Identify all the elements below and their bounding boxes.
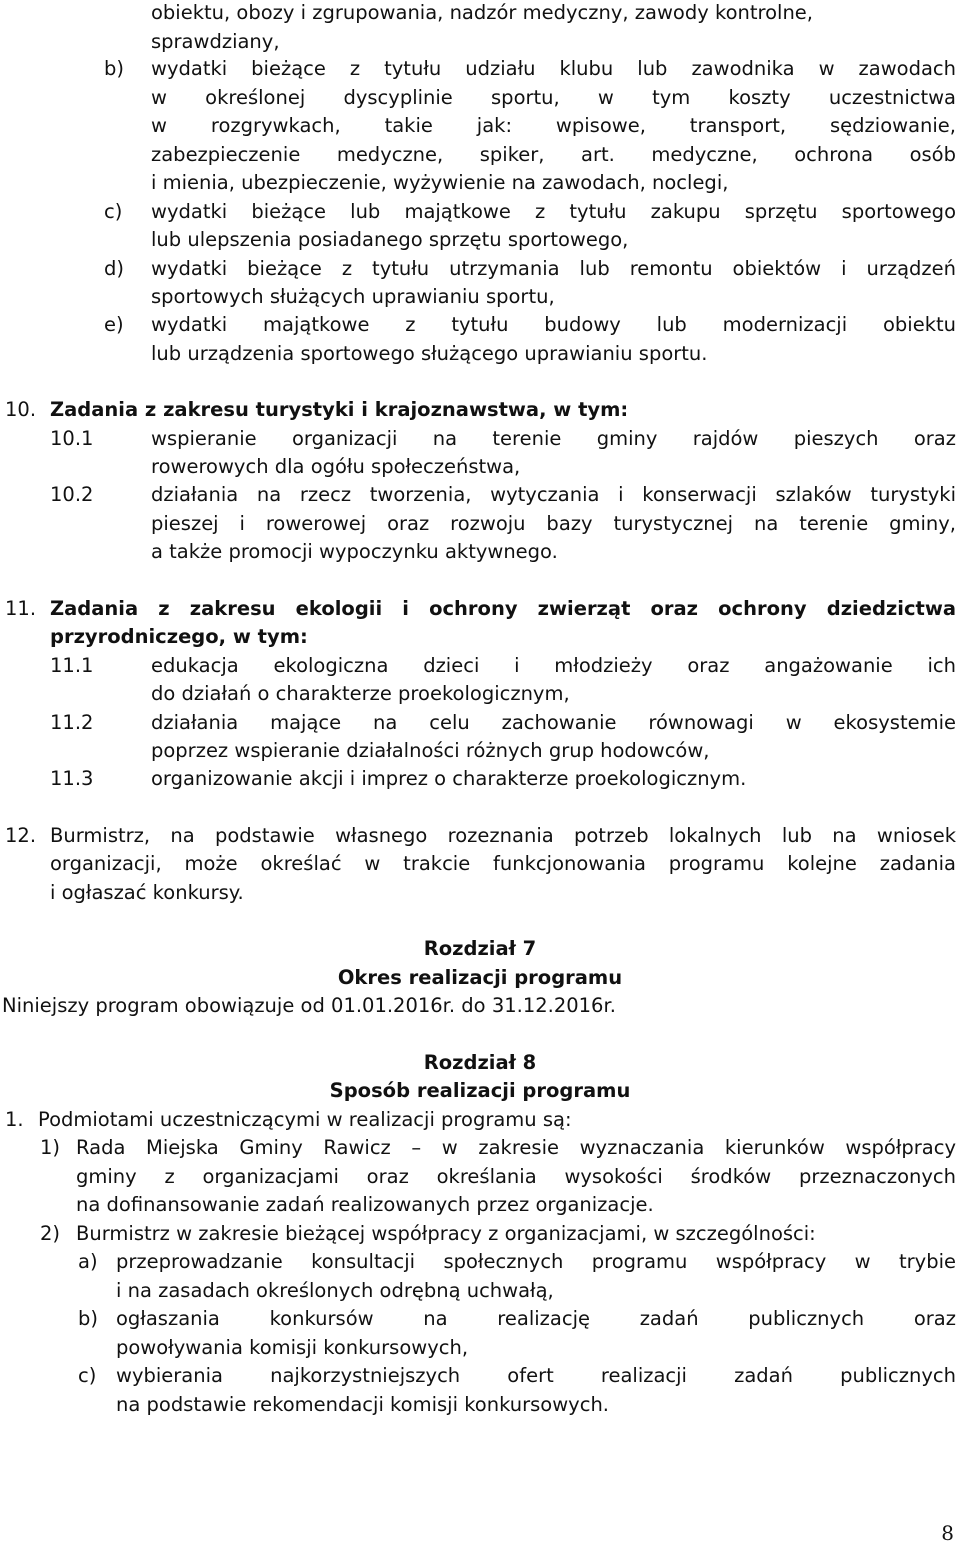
text-line: wspieranie organizacji na terenie gminy rajdów pieszych oraz	[151, 427, 956, 450]
text-line: edukacja ekologiczna dzieci i młodzieży oraz angażowanie ich	[151, 654, 956, 677]
text-line: i ogłaszać konkursy.	[50, 881, 244, 904]
text-line: lub urządzenia sportowego służącego uprawianiu sportu.	[151, 342, 708, 365]
page-number: 8	[941, 1521, 954, 1545]
section-heading: przyrodniczego, w tym:	[50, 625, 308, 648]
text-line: wydatki majątkowe z tytułu budowy lub modernizacji obiektu	[151, 313, 956, 336]
section-number: 11.	[5, 597, 37, 620]
item-number: 11.1	[50, 654, 94, 677]
text-line: gminy z organizacjami oraz określania wysokości środków przeznaczonych	[76, 1165, 956, 1188]
text-line: wydatki bieżące lub majątkowe z tytułu zakupu sprzętu sportowego	[151, 200, 956, 223]
text-line: powoływania komisji konkursowych,	[116, 1336, 469, 1359]
list-marker: 1.	[5, 1108, 24, 1131]
text-line: w określonej dyscyplinie sportu, w tym koszty uczestnictwa	[151, 86, 956, 109]
chapter-subtitle: Okres realizacji programu	[337, 966, 623, 989]
list-marker: c)	[78, 1364, 97, 1387]
item-number: 11.2	[50, 711, 94, 734]
text-line: Niniejszy program obowiązuje od 01.01.2016r. do 31.12.2016r.	[2, 994, 616, 1017]
text-line: zabezpieczenie medyczne, spiker, art. medyczne, ochrona osób	[151, 143, 956, 166]
text-line: przeprowadzanie konsultacji społecznych programu współpracy w trybie	[116, 1250, 956, 1273]
section-heading: Zadania z zakresu ekologii i ochrony zwierząt oraz ochrony dziedzictwa	[50, 597, 956, 620]
text-line: do działań o charakterze proekologicznym,	[151, 682, 570, 705]
chapter-title: Rozdział 8	[423, 1051, 537, 1074]
chapter-subtitle: Sposób realizacji programu	[329, 1079, 631, 1102]
text-line: w rozgrywkach, takie jak: wpisowe, transport, sędziowanie,	[151, 114, 956, 137]
text-line: Podmiotami uczestniczącymi w realizacji programu są:	[38, 1108, 572, 1131]
item-number: 10.1	[50, 427, 94, 450]
text-line: Burmistrz w zakresie bieżącej współpracy z organizacjami, w szczególności:	[76, 1222, 816, 1245]
text-line: organizacji, może określać w trakcie funkcjonowania programu kolejne zadania	[50, 852, 956, 875]
item-number: 11.3	[50, 767, 94, 790]
text-line: działania na rzecz tworzenia, wytyczania i konserwacji szlaków turystyki	[151, 483, 956, 506]
chapter-title: Rozdział 7	[423, 937, 537, 960]
list-marker: d)	[104, 257, 124, 280]
text-line: sportowych służących uprawianiu sportu,	[151, 285, 555, 308]
text-line: wydatki bieżące z tytułu udziału klubu lub zawodnika w zawodach	[151, 57, 956, 80]
item-number: 10.2	[50, 483, 94, 506]
text-line: rowerowych dla ogółu społeczeństwa,	[151, 455, 521, 478]
text-line: i mienia, ubezpieczenie, wyżywienie na zawodach, noclegi,	[151, 171, 729, 194]
text-line: poprzez wspieranie działalności różnych grup hodowców,	[151, 739, 710, 762]
text-line: Rada Miejska Gminy Rawicz – w zakresie wyznaczania kierunków współpracy	[76, 1136, 956, 1159]
text-line: lub ulepszenia posiadanego sprzętu sportowego,	[151, 228, 629, 251]
text-line: wydatki bieżące z tytułu utrzymania lub remontu obiektów i urządzeń	[151, 257, 956, 280]
text-line: a także promocji wypoczynku aktywnego.	[151, 540, 558, 563]
list-marker: b)	[78, 1307, 98, 1330]
list-marker: a)	[78, 1250, 98, 1273]
text-line: na dofinansowanie zadań realizowanych przez organizacje.	[76, 1193, 654, 1216]
list-marker: 2)	[40, 1222, 61, 1245]
section-heading: Zadania z zakresu turystyki i krajoznawstwa, w tym:	[50, 398, 629, 421]
section-number: 12.	[5, 824, 37, 847]
text-line: pieszej i rowerowej oraz rozwoju bazy turystycznej na terenie gminy,	[151, 512, 956, 535]
list-marker: b)	[104, 57, 124, 80]
section-number: 10.	[5, 398, 37, 421]
text-line: na podstawie rekomendacji komisji konkursowych.	[116, 1393, 610, 1416]
list-marker: 1)	[40, 1136, 61, 1159]
text-line: i na zasadach określonych odrębną uchwałą,	[116, 1279, 554, 1302]
text-line: organizowanie akcji i imprez o charakterze proekologicznym.	[151, 767, 747, 790]
text-line: obiektu, obozy i zgrupowania, nadzór medyczny, zawody kontrolne,	[151, 1, 814, 24]
text-line: sprawdziany,	[151, 30, 280, 53]
text-line: Burmistrz, na podstawie własnego rozeznania potrzeb lokalnych lub na wniosek	[50, 824, 956, 847]
list-marker: e)	[104, 313, 124, 336]
text-line: ogłaszania konkursów na realizację zadań publicznych oraz	[116, 1307, 956, 1330]
list-marker: c)	[104, 200, 123, 223]
text-line: działania mające na celu zachowanie równowagi w ekosystemie	[151, 711, 956, 734]
text-line: wybierania najkorzystniejszych ofert realizacji zadań publicznych	[116, 1364, 956, 1387]
